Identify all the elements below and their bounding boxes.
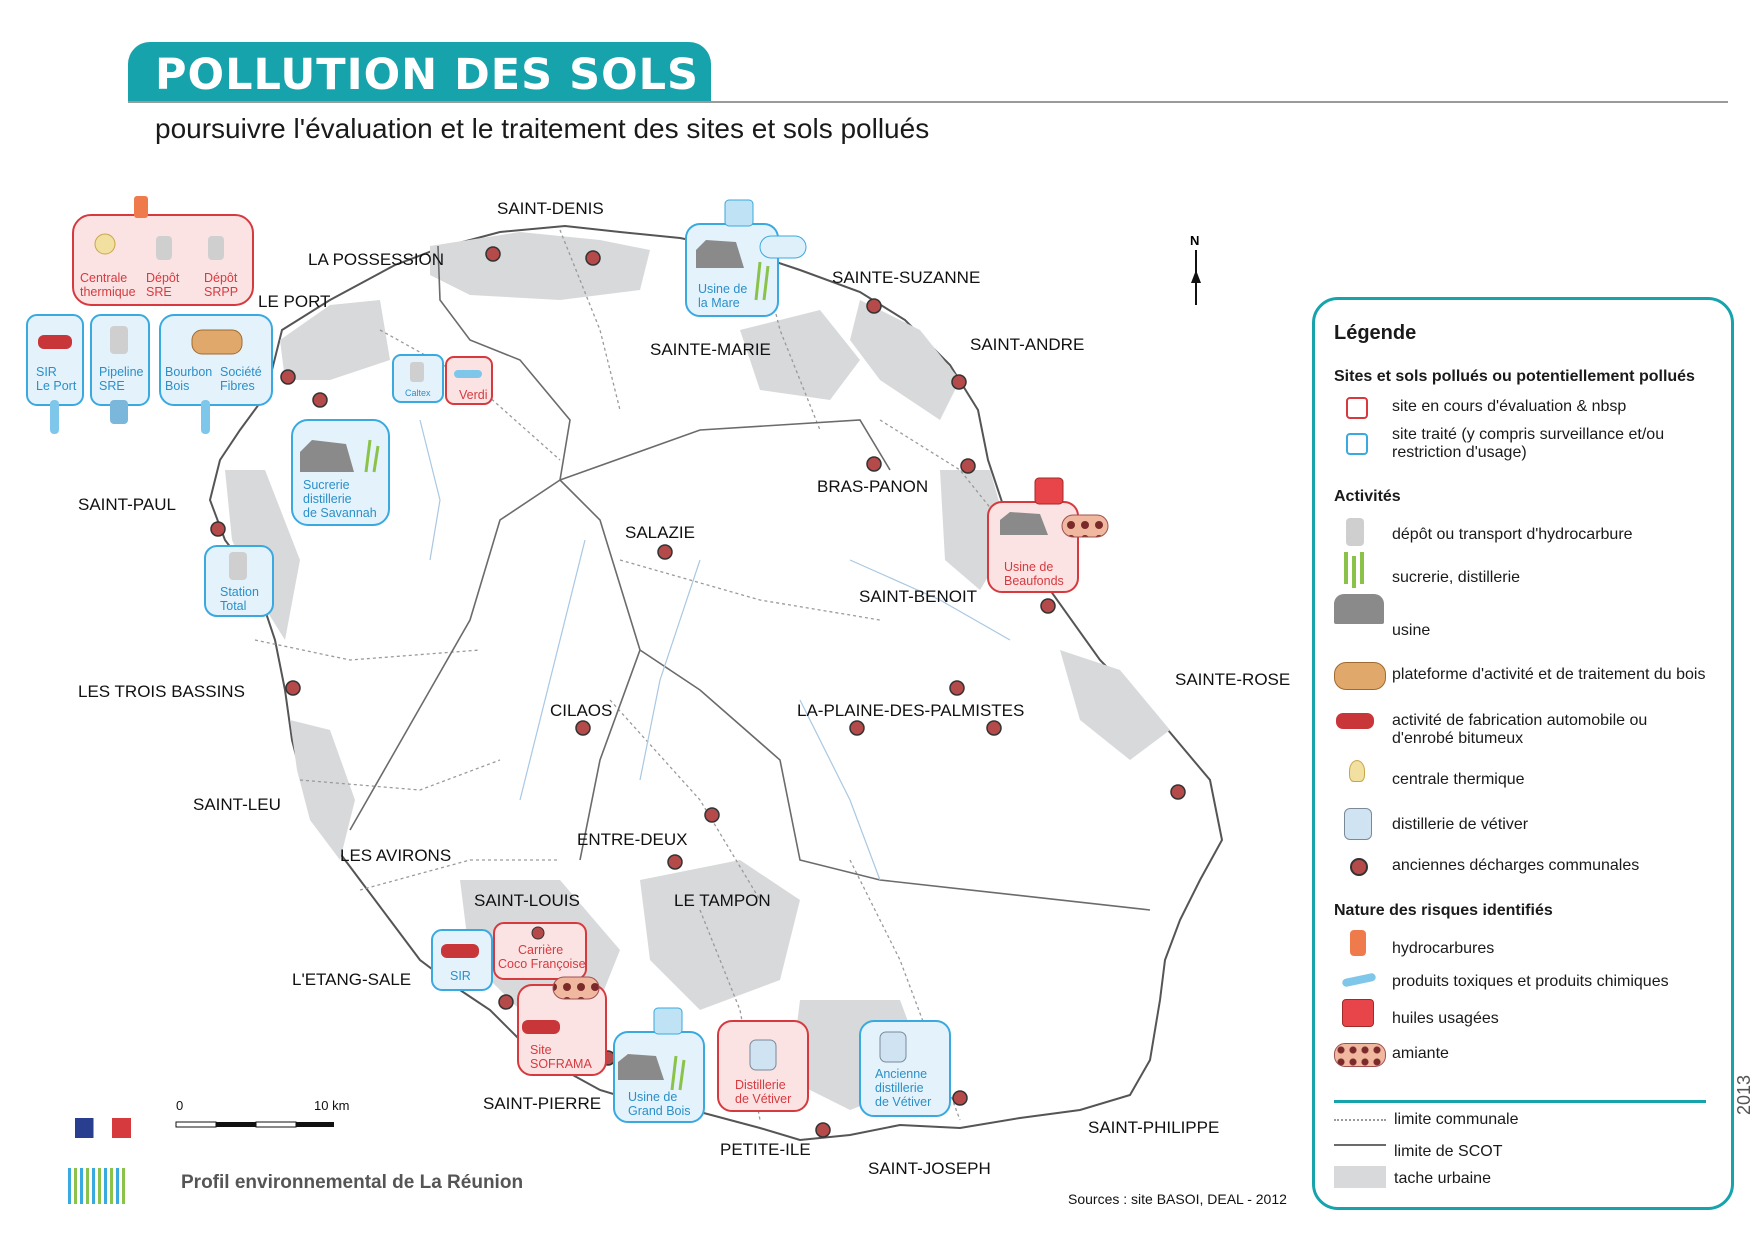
asbestos-risk-icon xyxy=(553,977,599,999)
legend-site-eval: site en cours d'évaluation & nbsp xyxy=(1392,398,1627,415)
site-label: SIR xyxy=(36,365,57,379)
legend-lim-communale: limite communale xyxy=(1394,1111,1519,1128)
site-label: Pipeline xyxy=(99,365,144,379)
legend-act-decharges: anciennes décharges communales xyxy=(1392,857,1640,874)
hydrocarbon-risk-icon xyxy=(1350,930,1366,956)
asbestos-risk-icon xyxy=(1334,1043,1386,1067)
legend-site-traite: site traité (y compris surveillance et/ou restriction d'usage) xyxy=(1392,426,1665,461)
site-label: Ancienne xyxy=(875,1067,928,1081)
site-label: Dépôt xyxy=(146,271,180,285)
legend-section-sites: Sites et sols pollués ou potentiellement pollués xyxy=(1334,368,1695,385)
used-oil-risk-icon xyxy=(1035,478,1063,504)
site-label: Sucrerie xyxy=(303,478,350,492)
site-label: de Vétiver xyxy=(735,1092,792,1106)
site-soframa xyxy=(518,977,606,1075)
site-label: SIR xyxy=(450,969,471,983)
chemicals-risk-icon xyxy=(201,400,210,434)
asbestos-risk-icon xyxy=(1062,515,1108,537)
used-oil-risk-icon xyxy=(654,1008,682,1034)
wood-platform-icon xyxy=(1334,662,1386,690)
legend-divider xyxy=(1334,1100,1706,1103)
site-label: Caltex xyxy=(405,388,431,398)
place-sainte-marie: SAINTE-MARIE xyxy=(650,340,771,359)
place-bras-panon: BRAS-PANON xyxy=(817,477,929,496)
fuel-depot-icon xyxy=(110,326,128,354)
hydrocarbon-risk-icon xyxy=(134,196,148,218)
site-label: Site xyxy=(530,1043,552,1057)
site-label: SRPP xyxy=(204,285,239,299)
place-cilaos: CILAOS xyxy=(550,701,613,720)
legend-r-huiles: huiles usagées xyxy=(1392,1010,1499,1027)
car-icon xyxy=(522,1020,560,1034)
car-icon xyxy=(1336,713,1374,729)
legend-title: Légende xyxy=(1334,322,1417,344)
site-verdi xyxy=(446,357,492,404)
site-label: de Savannah xyxy=(303,506,377,520)
legend-eval-swatch xyxy=(1346,397,1368,419)
place-petite-ile: PETITE-ILE xyxy=(720,1140,811,1159)
car-icon xyxy=(441,944,479,958)
site-sucrerie-savannah xyxy=(292,420,389,525)
site-sir xyxy=(432,930,492,990)
used-oil-risk-icon xyxy=(1342,999,1374,1027)
deal-logo xyxy=(68,1168,128,1204)
footer-sources: Sources : site BASOI, DEAL - 2012 xyxy=(1068,1191,1287,1207)
fuel-depot-icon xyxy=(410,362,424,382)
legend-act-centrale: centrale thermique xyxy=(1392,771,1525,788)
site-label: Beaufonds xyxy=(1004,574,1064,588)
chemicals-risk-icon xyxy=(50,400,59,434)
fuel-depot-icon xyxy=(1346,518,1364,546)
legend-tache: tache urbaine xyxy=(1394,1170,1491,1187)
site-distillerie-vetiver xyxy=(718,1021,808,1111)
site-ancienne-distillerie xyxy=(860,1021,950,1116)
site-centrale-depots xyxy=(73,196,253,305)
vetiver-still-icon xyxy=(880,1032,906,1062)
site-label: distillerie xyxy=(303,492,352,506)
chemicals-risk-icon xyxy=(454,370,482,378)
place-saint-pierre: SAINT-PIERRE xyxy=(483,1094,602,1113)
scale-end: 10 km xyxy=(314,1098,350,1113)
site-label: Bourbon xyxy=(165,365,213,379)
place-saint-leu: SAINT-LEU xyxy=(193,795,281,814)
legend-act-usine: usine xyxy=(1392,622,1431,639)
legend-act-depot: dépôt ou transport d'hydrocarbure xyxy=(1392,526,1633,543)
legend-section-activites: Activités xyxy=(1334,488,1401,505)
place-saint-louis: SAINT-LOUIS xyxy=(474,891,580,910)
legend-act-vetiver: distillerie de vétiver xyxy=(1392,816,1529,833)
site-label: Verdi xyxy=(459,388,488,402)
legend-act-bois: plateforme d'activité et de traitement du bois xyxy=(1392,666,1706,683)
footer-year: 2013 xyxy=(1734,1074,1754,1115)
site-label: Fibres xyxy=(220,379,255,393)
legend-r-amiante: amiante xyxy=(1392,1045,1449,1062)
site-label: Le Port xyxy=(36,379,77,393)
dump-icon xyxy=(1350,858,1368,876)
legend-treated-swatch xyxy=(1346,433,1368,455)
place-le-tampon: LE TAMPON xyxy=(674,891,771,910)
fuel-depot-icon xyxy=(229,552,247,580)
site-label: Société xyxy=(220,365,262,379)
site-label: Distillerie xyxy=(735,1078,786,1092)
place-salazie: SALAZIE xyxy=(625,523,695,542)
site-label: thermique xyxy=(80,285,136,299)
power-plant-icon xyxy=(1349,760,1365,782)
site-label: Bois xyxy=(165,379,190,393)
republic-logo xyxy=(75,1118,131,1138)
site-label: Total xyxy=(220,599,247,613)
site-label: de Vétiver xyxy=(875,1095,932,1109)
place-sainte-suzanne: SAINTE-SUZANNE xyxy=(832,268,981,287)
site-pipeline-sre xyxy=(91,315,149,424)
place-etang-sale: L'ETANG-SALE xyxy=(292,970,412,989)
fuel-depot-icon xyxy=(156,236,172,260)
scale-start: 0 xyxy=(176,1098,184,1113)
scale-bar xyxy=(176,1122,334,1127)
scot-limit-swatch xyxy=(1334,1144,1386,1146)
fuel-depot-icon xyxy=(208,236,224,260)
place-sainte-rose: SAINTE-ROSE xyxy=(1175,670,1291,689)
site-label: Coco Françoise xyxy=(498,957,586,971)
site-sir-le-port xyxy=(27,315,83,434)
factory-icon xyxy=(300,440,354,472)
vetiver-still-icon xyxy=(750,1040,776,1070)
hydrocarbon-risk-icon xyxy=(110,400,128,424)
place-la-possession: LA POSSESSION xyxy=(308,250,445,269)
used-oil-risk-icon xyxy=(725,200,753,226)
place-saint-philippe: SAINT-PHILIPPE xyxy=(1088,1118,1220,1137)
legend-r-toxiques: produits toxiques et produits chimiques xyxy=(1392,973,1669,990)
place-saint-paul: SAINT-PAUL xyxy=(78,495,176,514)
site-label: Usine de xyxy=(698,282,748,296)
site-label: Carrière xyxy=(518,943,564,957)
asbestos-risk-icon xyxy=(760,236,806,258)
site-label: Usine de xyxy=(1004,560,1054,574)
north-arrow xyxy=(1190,233,1201,305)
legend-lim-scot: limite de SCOT xyxy=(1394,1143,1503,1160)
place-plaine-des-palmistes: LA-PLAINE-DES-PALMISTES xyxy=(797,701,1025,720)
site-label: Dépôt xyxy=(204,271,238,285)
site-label: SOFRAMA xyxy=(530,1057,592,1071)
power-plant-icon xyxy=(95,234,115,254)
site-label: la Mare xyxy=(698,296,740,310)
legend-r-hydro: hydrocarbures xyxy=(1392,940,1495,957)
communal-limit-swatch xyxy=(1334,1119,1386,1121)
sugarcane-icon xyxy=(1344,552,1348,584)
urban-swatch xyxy=(1334,1166,1386,1188)
car-icon xyxy=(38,335,72,349)
place-saint-andre: SAINT-ANDRE xyxy=(970,335,1085,354)
page-title: POLLUTION DES SOLS xyxy=(155,50,699,100)
site-caltex xyxy=(393,355,443,402)
legend-act-auto: activité de fabrication automobile ou d'enrobé bitumeux xyxy=(1392,712,1648,747)
site-label: distillerie xyxy=(875,1081,924,1095)
svg-text:N: N xyxy=(1190,233,1200,248)
place-les-avirons: LES AVIRONS xyxy=(340,846,452,865)
site-label: Usine de xyxy=(628,1090,678,1104)
site-label: SRE xyxy=(146,285,172,299)
legend-act-sucrerie: sucrerie, distillerie xyxy=(1392,569,1521,586)
wood-platform-icon xyxy=(192,330,242,354)
site-label: Grand Bois xyxy=(628,1104,691,1118)
site-label: SRE xyxy=(99,379,125,393)
place-entre-deux: ENTRE-DEUX xyxy=(577,830,688,849)
place-saint-joseph: SAINT-JOSEPH xyxy=(868,1159,991,1178)
page-subtitle: poursuivre l'évaluation et le traitement des sites et sols pollués xyxy=(155,113,930,144)
site-label: Centrale xyxy=(80,271,128,285)
factory-icon xyxy=(1334,594,1384,624)
footer-profile: Profil environnemental de La Réunion xyxy=(181,1172,524,1193)
place-les-trois-bassins: LES TROIS BASSINS xyxy=(78,682,245,701)
place-saint-denis: SAINT-DENIS xyxy=(497,199,604,218)
legend-section-risques: Nature des risques identifiés xyxy=(1334,902,1553,919)
site-label: Station xyxy=(220,585,259,599)
site-station-total xyxy=(205,546,273,616)
site-carriere-coco xyxy=(494,923,586,979)
vetiver-still-icon xyxy=(1344,808,1372,840)
place-saint-benoit: SAINT-BENOIT xyxy=(859,587,978,606)
place-le-port: LE PORT xyxy=(258,292,331,311)
site-beaufonds xyxy=(988,478,1108,592)
